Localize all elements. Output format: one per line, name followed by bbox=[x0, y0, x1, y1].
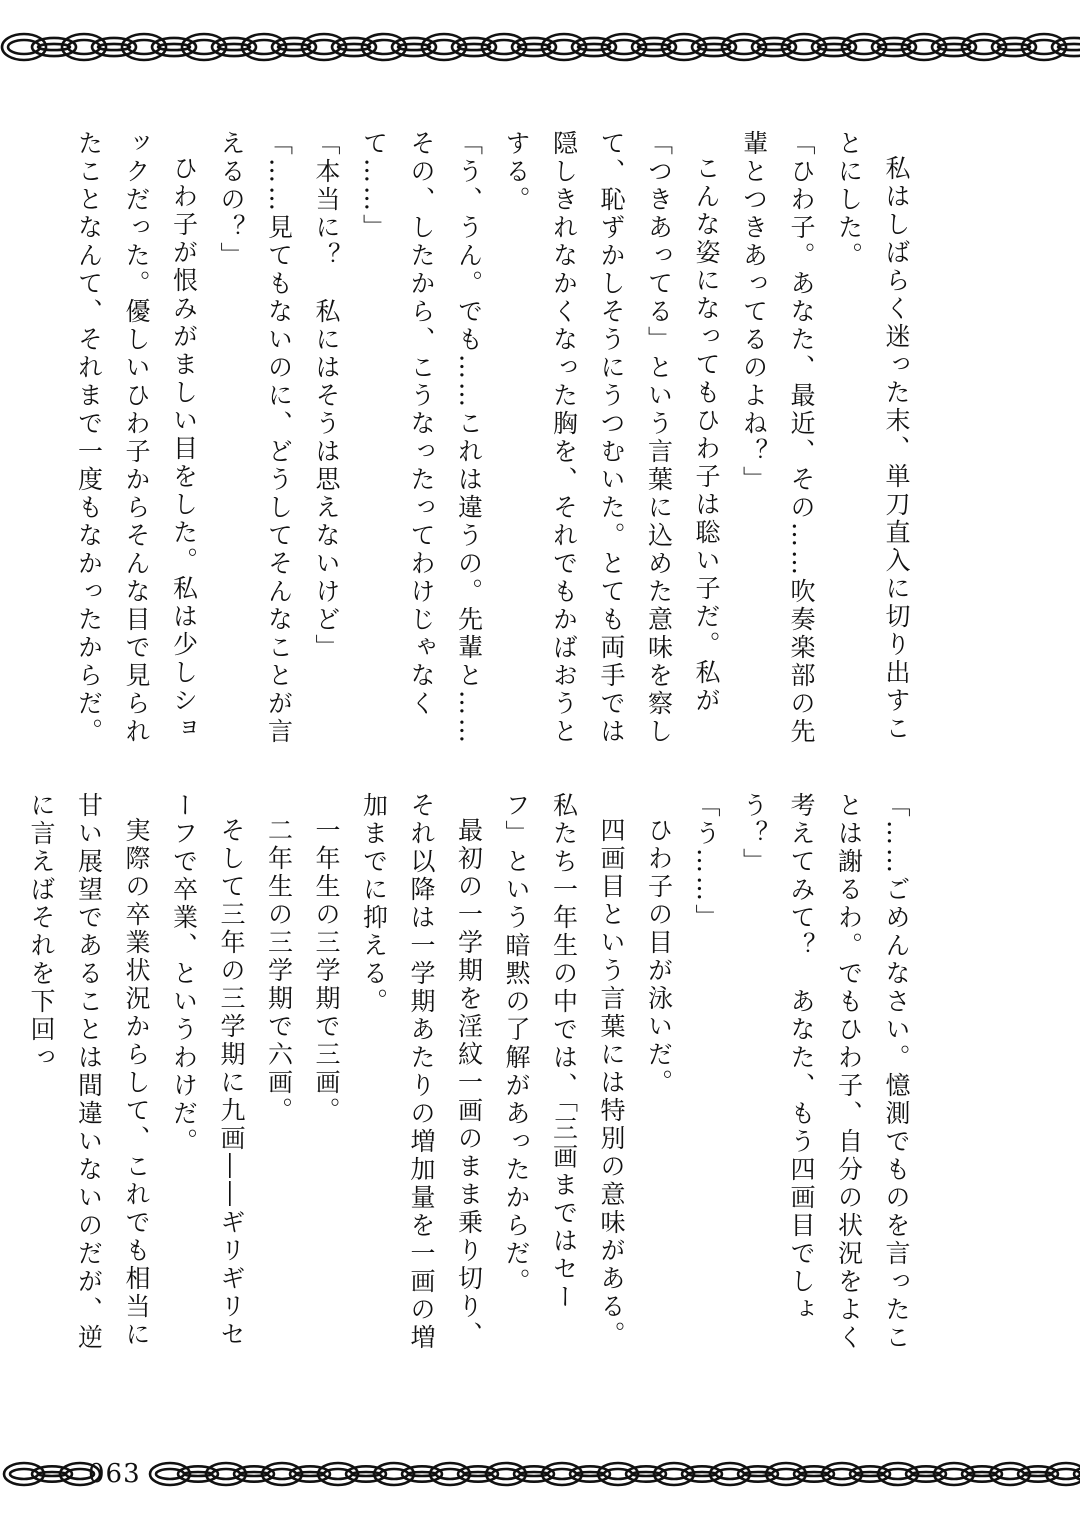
chain-link-inner bbox=[464, 1472, 492, 1476]
paragraph: 一年生の三学期で三画。 bbox=[312, 817, 341, 1125]
page-number: 063 bbox=[88, 1459, 141, 1489]
bottom-chain-border bbox=[0, 1452, 1080, 1496]
chain-link-inner bbox=[912, 1472, 940, 1476]
chain-link-inner bbox=[968, 1472, 996, 1476]
paragraph: 二年生の三学期で六画。 bbox=[264, 817, 294, 1125]
paragraph: こんな姿になってもひわ子は聡い子だ。私が「つきあってる」という言葉に込めた意味を察して、恥ずかしそうにうつむいた。とても両手では隠しきれなかくなった胸を、それでもかばおうとする。 bbox=[502, 130, 721, 746]
chain-link-inner bbox=[240, 1472, 268, 1476]
top-chain-border bbox=[0, 22, 1080, 72]
chain-link-inner bbox=[998, 44, 1030, 50]
chain-link-inner bbox=[1058, 44, 1080, 50]
chain-link-inner bbox=[218, 44, 250, 50]
chain-link-inner bbox=[576, 1472, 604, 1476]
chain-link-inner bbox=[398, 44, 430, 50]
paragraph: 実際の卒業状況からして、これでも相当に甘い展望であることは間違いないのだが、逆に言えばそれを下回っ bbox=[27, 792, 151, 1352]
paragraph: 四画目という言葉には特別の意味がある。私たち一年生の中では、「三画まではセーフ」という暗黙の了解があったからだ。 bbox=[502, 792, 626, 1349]
chain-link-inner bbox=[744, 1472, 772, 1476]
paragraph: 「……見てもないのに、どうしてそんなことが言えるの？」 bbox=[217, 130, 294, 746]
chain-link-inner bbox=[1024, 1472, 1052, 1476]
paragraph: 「ひわ子。あなた、最近、その……吹奏楽部の先輩とつきあってるのよね？」 bbox=[739, 130, 816, 746]
chain-link-inner bbox=[38, 44, 70, 50]
chain-link-inner bbox=[338, 44, 370, 50]
paragraph: ひわ子が恨みがましい目をした。私は少しショックだった。優しいひわ子からそんな目で見られたことなんて、それまで一度もなかったからだ。 bbox=[74, 130, 199, 746]
chain-link-inner bbox=[38, 1472, 66, 1476]
chain-link-inner bbox=[278, 44, 310, 50]
chain-link-inner bbox=[878, 44, 910, 50]
chain-link-inner bbox=[520, 1472, 548, 1476]
text-block-top bbox=[74, 130, 920, 760]
paragraph: 「う、うん。でも……これは違うの。先輩と……その、したから、こうなったってわけじゃなくて……」 bbox=[359, 130, 484, 746]
chain-link-inner bbox=[638, 44, 670, 50]
chain-link-inner bbox=[938, 44, 970, 50]
chain-link-inner bbox=[352, 1472, 380, 1476]
chain-link-inner bbox=[408, 1472, 436, 1476]
chain-link-inner bbox=[158, 44, 190, 50]
chain-link-inner bbox=[856, 1472, 884, 1476]
text-block-bottom bbox=[27, 792, 920, 1352]
chain-link-inner bbox=[688, 1472, 716, 1476]
chain-link-inner bbox=[698, 44, 730, 50]
chain-link-inner bbox=[296, 1472, 324, 1476]
paragraph: 「本当に？ 私にはそうは思えないけど」 bbox=[312, 130, 341, 662]
chain-link-inner bbox=[184, 1472, 212, 1476]
chain-link-inner bbox=[632, 1472, 660, 1476]
chain-link-inner bbox=[458, 44, 490, 50]
chain-link-inner bbox=[758, 44, 790, 50]
chain-link-inner bbox=[518, 44, 550, 50]
chain-link-inner bbox=[818, 44, 850, 50]
paragraph: 最初の一学期を淫紋一画のまま乗り切り、それ以降は一学期あたりの増加量を一画の増加までに抑える。 bbox=[359, 792, 484, 1352]
chain-link-inner bbox=[578, 44, 610, 50]
paragraph: 私はしばらく迷った末、単刀直入に切り出すことにした。 bbox=[834, 130, 911, 743]
paragraph: ひわ子の目が泳いだ。 bbox=[644, 817, 674, 1097]
chain-link-inner bbox=[800, 1472, 828, 1476]
paragraph: 「……ごめんなさい。憶測でものを言ったことは謝るわ。でもひわ子、自分の状況をよく考えてみて？ あなた、もう四画目でしょう？」 bbox=[739, 792, 911, 1352]
paragraph: 「う……」 bbox=[692, 792, 721, 932]
chain-link-inner bbox=[98, 44, 130, 50]
paragraph: そして三年の三学期に九画――ギリギリセーフで卒業、というわけだ。 bbox=[169, 792, 246, 1349]
